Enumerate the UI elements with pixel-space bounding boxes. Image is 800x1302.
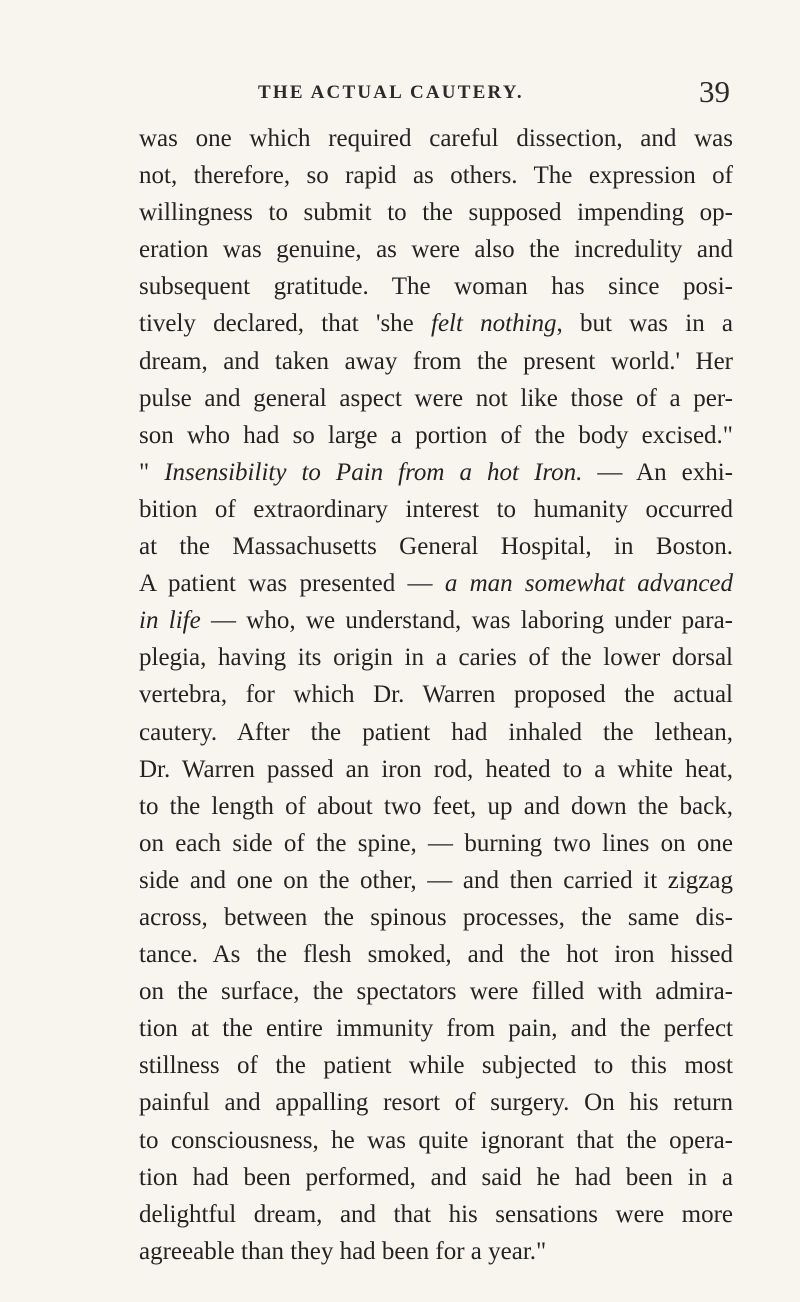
- text-line: [139, 862, 733, 899]
- text-line: [139, 454, 733, 491]
- text-segment: willingness to submit to the supposed impending op-: [139, 199, 733, 227]
- text-line: [139, 417, 733, 454]
- text-line: [139, 194, 733, 231]
- text-segment: tance. As the flesh smoked, and the hot iron hissed: [139, 941, 733, 969]
- text-line: [139, 491, 733, 528]
- text-line: [139, 973, 733, 1010]
- text-line: [139, 714, 733, 751]
- italic-text: Insensibility to Pain from a hot Iron.: [164, 458, 583, 486]
- text-segment: — An exhi-: [582, 458, 733, 486]
- text-segment: not, therefore, so rapid as others. The expression of: [139, 162, 733, 190]
- text-segment: on the surface, the spectators were filled with admira-: [139, 978, 733, 1006]
- text-line: [139, 788, 733, 825]
- text-line: [139, 899, 733, 936]
- text-line: [139, 936, 733, 973]
- text-line: [139, 1010, 733, 1047]
- text-segment: ": [139, 458, 165, 486]
- text-segment: plegia, having its origin in a caries of the lower dorsal: [139, 644, 733, 672]
- text-line: [139, 380, 733, 417]
- running-head-title: THE ACTUAL CAUTERY.: [258, 82, 524, 103]
- text-segment: — who, we understand, was laboring under para-: [200, 607, 733, 635]
- running-head: [140, 74, 730, 114]
- italic-text: felt nothing: [431, 310, 557, 338]
- text-segment: delightful dream, and that his sensations were more: [139, 1200, 733, 1228]
- text-line: [139, 1233, 733, 1270]
- text-segment: painful and appalling resort of surgery. On his return: [139, 1089, 733, 1117]
- text-line: [139, 751, 733, 788]
- text-segment: was one which required careful dissection, and was: [139, 125, 733, 152]
- text-segment: dream, and taken away from the present world.' Her: [139, 347, 733, 375]
- text-segment: pulse and general aspect were not like those of a per-: [139, 384, 733, 412]
- text-line: [139, 1047, 733, 1084]
- text-segment: cautery. After the patient had inhaled the lethean,: [139, 718, 733, 746]
- text-line: [139, 120, 733, 157]
- text-segment: vertebra, for which Dr. Warren proposed the actual: [139, 681, 733, 709]
- text-segment: Dr. Warren passed an iron rod, heated to a white heat,: [139, 755, 733, 783]
- italic-text: in life: [139, 607, 201, 635]
- text-line: [139, 268, 733, 305]
- page-number: 39: [699, 74, 730, 109]
- text-line: [139, 1159, 733, 1196]
- text-line: [139, 565, 733, 602]
- body-text: [139, 120, 733, 1270]
- text-line: [139, 639, 733, 676]
- text-line: [139, 305, 733, 342]
- text-line: [139, 157, 733, 194]
- text-segment: stillness of the patient while subjected to this most: [139, 1052, 733, 1080]
- text-segment: to the length of about two feet, up and down the back,: [139, 792, 733, 820]
- text-segment: on each side of the spine, — burning two lines on one: [139, 829, 733, 857]
- text-segment: tion had been performed, and said he had been in a: [139, 1163, 733, 1191]
- text-segment: side and one on the other, — and then carried it zigzag: [139, 866, 733, 894]
- text-line: [139, 528, 733, 565]
- text-line: [139, 1196, 733, 1233]
- text-segment: bition of extraordinary interest to humanity occurred: [139, 495, 733, 523]
- text-segment: at the Massachusetts General Hospital, in Boston.: [139, 533, 733, 561]
- text-segment: A patient was presented —: [139, 570, 445, 598]
- text-line: [139, 1084, 733, 1121]
- text-segment: , but was in a: [556, 310, 733, 338]
- text-segment: agreeable than they had been for a year.": [139, 1237, 547, 1265]
- text-line: [139, 602, 733, 639]
- text-line: [139, 1122, 733, 1159]
- italic-text: a man somewhat advanced: [444, 570, 734, 598]
- text-segment: tively declared, that 'she: [139, 310, 431, 338]
- text-line: [139, 825, 733, 862]
- text-line: [139, 231, 733, 268]
- text-segment: across, between the spinous processes, the same dis-: [139, 903, 733, 931]
- text-segment: eration was genuine, as were also the incredulity and: [139, 236, 733, 264]
- text-segment: tion at the entire immunity from pain, and the perfect: [139, 1015, 733, 1043]
- text-segment: subsequent gratitude. The woman has since posi-: [139, 273, 733, 301]
- text-line: [139, 676, 733, 713]
- text-segment: to consciousness, he was quite ignorant that the opera-: [139, 1126, 733, 1154]
- text-line: [139, 343, 733, 380]
- text-segment: son who had so large a portion of the body excised.": [139, 421, 733, 449]
